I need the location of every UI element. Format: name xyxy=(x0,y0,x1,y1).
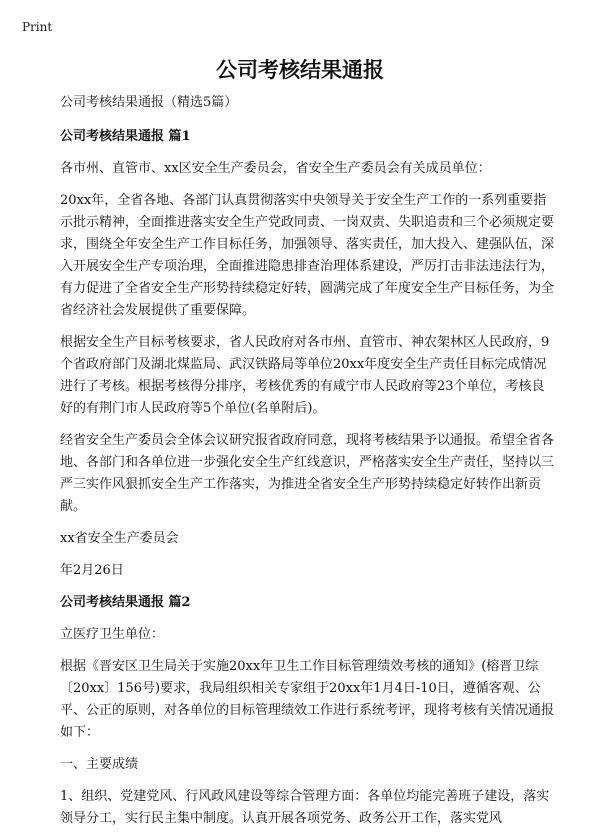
paragraph: 立医疗卫生单位： xyxy=(60,627,165,642)
print-link[interactable]: Print xyxy=(22,20,53,34)
paragraph: 一、主要成绩 xyxy=(60,757,139,772)
page-title: 公司考核结果通报 xyxy=(216,57,384,82)
signature-date: 年2月26日 xyxy=(60,563,124,578)
document-body xyxy=(60,92,556,840)
section-heading: 公司考核结果通报 篇2 xyxy=(60,595,191,610)
document-subtitle: 公司考核结果通报（精选5篇） xyxy=(60,95,238,110)
paragraph: 20xx年，全省各地、各部门认真贯彻落实中央领导关于安全生产工作的一系列重要指示批示精神，全面推进落实安全生产党政同责、一岗双责、失职追责和三个必须规定要求，围绕全年安全生产工作目标任务，加强领导、落实责任，加大投入、建强队伍，深入开展安全生产专项治理，全面推进隐患排查治理体系建设，严厉打击非法违法行为，有力促进了全省安全生产形势持续稳定好转，圆满完成了年度安全生产目标任务，为全省经济社会发展提供了重要保障。 xyxy=(60,193,555,318)
paragraph: 各市州、直管市、xx区安全生产委员会，省安全生产委员会有关成员单位： xyxy=(60,161,491,176)
section-heading: 公司考核结果通报 篇1 xyxy=(60,129,191,144)
paragraph: 根据《晋安区卫生局关于实施20xx年卫生工作目标管理绩效考核的通知》(榕晋卫综〔20xx〕156号)要求，我局组织相关专家组于20xx年1月4日-10日，遵循客观、公平、公正的原则，对各单位的目标管理绩效工作进行系统考评，现将考核有关情况通报如下： xyxy=(60,659,555,740)
signature-org: xx省安全生产委员会 xyxy=(60,531,179,546)
paragraph: 1、组织、党建党风、行风政风建设等综合管理方面：各单位均能完善班子建设，落实领导分工，实行民主集中制度。认真开展各项党务、政务公开工作，落实党风 xyxy=(60,789,550,826)
paragraph: 经省安全生产委员会全体会议研究报省政府同意，现将考核结果予以通报。希望全省各地、各部门和各单位进一步强化安全生产红线意识，严格落实安全生产责任，坚持以三严三实作风狠抓安全生产工作落实，为推进全省安全生产形势持续稳定好转作出新贡献。 xyxy=(60,433,555,514)
paragraph: 根据安全生产目标考核要求，省人民政府对各市州、直管市、神农架林区人民政府，9个省政府部门及湖北煤监局、武汉铁路局等单位20xx年度安全生产责任目标完成情况进行了考核。根据考核得分排序，考核优秀的有咸宁市人民政府等23个单位，考核良好的有荆门市人民政府等5个单位(名单附后)。 xyxy=(60,335,550,416)
